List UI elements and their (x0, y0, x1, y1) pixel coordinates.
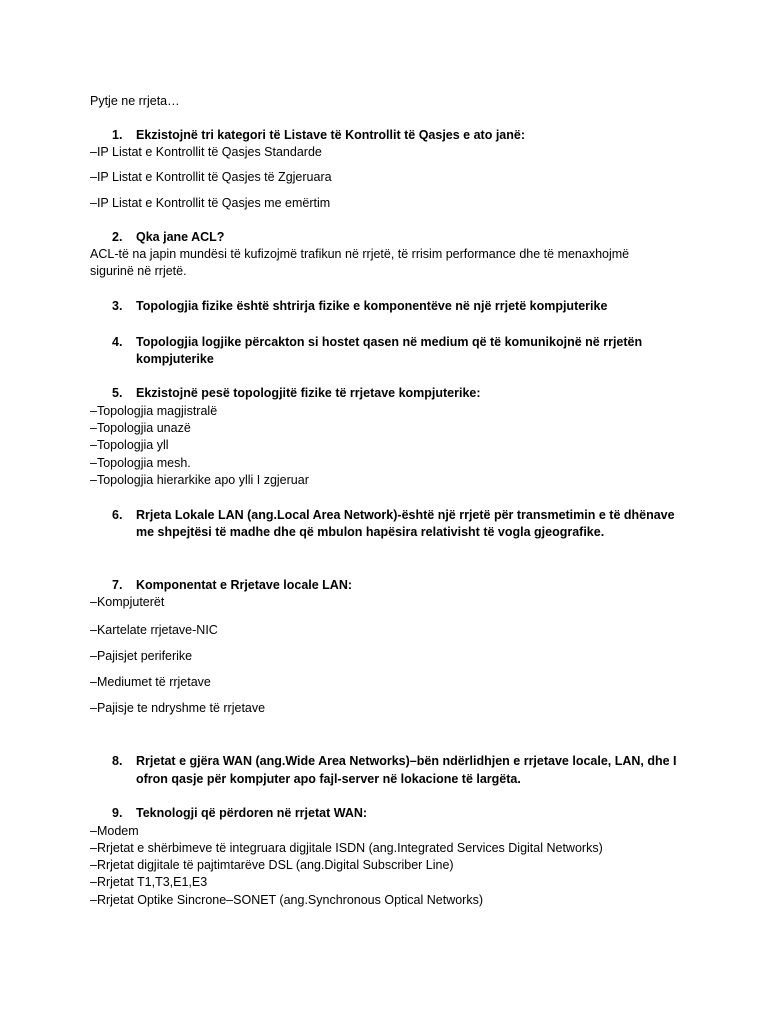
question-number: 8. (112, 754, 123, 768)
list-item: –Rrjetat e shërbimeve të integruara digjitale ISDN (ang.Integrated Services Digital Networks) (90, 841, 603, 855)
list-item: –Pajisjet periferike (90, 649, 193, 663)
list-item: –IP Listat e Kontrollit të Qasjes Standarde (90, 145, 322, 159)
list-item: –Rrjetat Optike Sincrone–SONET (ang.Synchronous Optical Networks) (90, 893, 483, 907)
question-text: ofron qasje për kompjuter apo fajl-server në lokacione të largëta. (136, 772, 521, 786)
list-item: –Topologjia hierarkike apo ylli I zgjeruar (90, 473, 309, 487)
question-number: 1. (112, 128, 123, 142)
question-text: Komponentat e Rrjetave locale LAN: (136, 578, 353, 592)
question-number: 3. (112, 299, 123, 313)
question-text: Rrjetat e gjëra WAN (ang.Wide Area Networks)–bën ndërlidhjen e rrjetave locale, LAN, dhe I (136, 754, 677, 768)
list-item: –Rrjetat T1,T3,E1,E3 (90, 875, 208, 889)
list-item: –IP Listat e Kontrollit të Qasjes me emërtim (90, 196, 331, 210)
list-item: –Topologjia yll (90, 438, 169, 452)
question-text: Ekzistojnë tri kategori të Listave të Kontrollit të Qasjes e ato janë: (136, 128, 525, 142)
question-number: 9. (112, 806, 123, 820)
list-item: –Rrjetat digjitale të pajtimtarëve DSL (ang.Digital Subscriber Line) (90, 858, 454, 872)
answer-line: ACL-të na japin mundësi të kufizojmë trafikun në rrjetë, të rrisim performance dhe të menaxhojmë (90, 247, 630, 261)
list-item: –IP Listat e Kontrollit të Qasjes të Zgjeruara (90, 170, 332, 184)
document-title: Pytje ne rrjeta… (90, 94, 180, 108)
question-text: me shpejtësi të madhe dhe që mbulon hapësira relativisht të vogla gjeografike. (136, 525, 605, 539)
list-item: –Mediumet të rrjetave (90, 675, 211, 689)
question-text: kompjuterike (136, 352, 214, 366)
question-number: 7. (112, 578, 123, 592)
list-item: –Kartelate rrjetave-NIC (90, 623, 218, 637)
question-number: 4. (112, 335, 123, 349)
list-item: –Pajisje te ndryshme të rrjetave (90, 701, 266, 715)
question-text: Ekzistojnë pesë topologjitë fizike të rrjetave kompjuterike: (136, 386, 481, 400)
question-text: Teknologji që përdoren në rrjetat WAN: (136, 806, 368, 820)
question-number: 5. (112, 386, 123, 400)
question-number: 6. (112, 508, 123, 522)
list-item: –Kompjuterët (90, 595, 165, 609)
question-text: Topologjia fizike është shtrirja fizike e komponentëve në një rrjetë kompjuterike (136, 299, 608, 313)
question-text: Rrjeta Lokale LAN (ang.Local Area Network)-është një rrjetë për transmetimin e të dhënave (136, 508, 675, 522)
list-item: –Topologjia unazë (90, 421, 191, 435)
question-number: 2. (112, 230, 123, 244)
answer-line: sigurinë në rrjetë. (90, 264, 187, 278)
list-item: –Topologjia mesh. (90, 456, 191, 470)
list-item: –Topologjia magjistralë (90, 404, 218, 418)
list-item: –Modem (90, 824, 139, 838)
question-text: Topologjia logjike përcakton si hostet qasen në medium që të komunikojnë në rrjetën (136, 335, 643, 349)
question-text: Qka jane ACL? (136, 230, 225, 244)
